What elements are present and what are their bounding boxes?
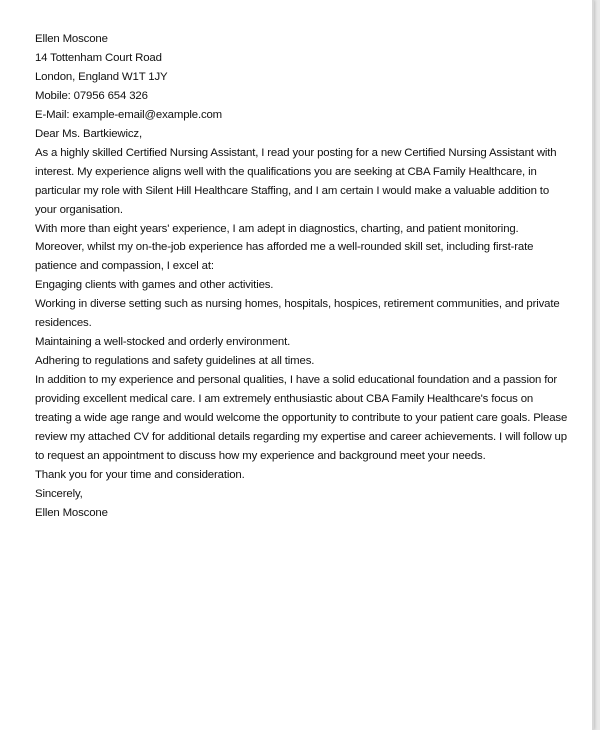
- paragraph-intro: [35, 144, 575, 220]
- email-line: E-Mail: example-email@example.com: [35, 108, 223, 121]
- cover-letter: [35, 30, 575, 523]
- list-item: Engaging clients with games and other activities.: [35, 279, 274, 292]
- text-line: interest. My experience aligns well with the qualifications you are seeking at CBA Family Healthcare, in: [35, 165, 537, 178]
- list-item: Adhering to regulations and safety guidelines at all times.: [35, 355, 315, 368]
- text-line: your organisation.: [35, 203, 123, 216]
- address-line-2: London, England W1T 1JY: [35, 70, 168, 83]
- highlights-list: [35, 276, 575, 371]
- text-line: With more than eight years' experience, I am adept in diagnostics, charting, and patient monitoring.: [35, 222, 519, 235]
- mobile-line: Mobile: 07956 654 326: [35, 89, 148, 102]
- text-line: review my attached CV for additional details regarding my expertise and career achievements. I will follow up: [35, 431, 567, 444]
- paragraph-qualities: [35, 371, 575, 466]
- salutation: Dear Ms. Bartkiewicz,: [35, 127, 142, 140]
- list-item: Working in diverse setting such as nursing homes, hospitals, hospices, retirement communities, and private: [35, 298, 560, 311]
- list-item: Maintaining a well-stocked and orderly environment.: [35, 336, 291, 349]
- thanks-line: Thank you for your time and consideration.: [35, 468, 245, 481]
- text-line: particular my role with Silent Hill Healthcare Staffing, and I am certain I would make a valuable addition to: [35, 184, 550, 197]
- address-line-1: 14 Tottenham Court Road: [35, 51, 162, 64]
- closing-line: Sincerely,: [35, 487, 83, 500]
- signature: Ellen Moscone: [35, 506, 108, 519]
- text-line: In addition to my experience and personal qualities, I have a solid educational foundation and a passion for: [35, 374, 558, 387]
- text-line: treating a wide age range and would welcome the opportunity to contribute to your patient care goals. Please: [35, 412, 568, 425]
- paragraph-experience: [35, 220, 575, 277]
- text-line: providing excellent medical care. I am extremely enthusiastic about CBA Family Healthcare's focus on: [35, 393, 534, 406]
- list-item: residences.: [35, 317, 92, 330]
- text-line: to request an appointment to discuss how my experience and background meet your needs.: [35, 449, 486, 462]
- text-line: Moreover, whilst my on-the-job experience has afforded me a well-rounded skill set, including first-rate: [35, 241, 534, 254]
- sender-name: Ellen Moscone: [35, 33, 108, 45]
- text-line: patience and compassion, I excel at:: [35, 260, 214, 273]
- text-line: As a highly skilled Certified Nursing Assistant, I read your posting for a new Certified Nursing Assistant with: [35, 146, 557, 159]
